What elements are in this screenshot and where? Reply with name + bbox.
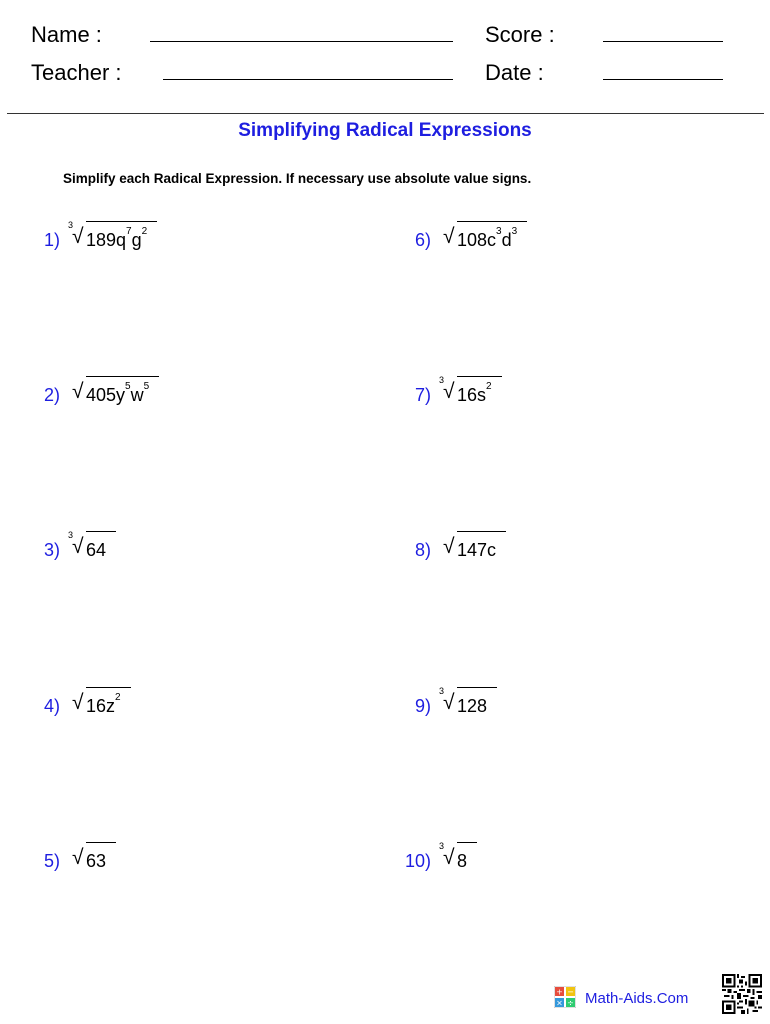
radicand-term: 405y xyxy=(86,385,126,405)
radical-sign-icon: √ xyxy=(72,691,84,714)
radical-sign-icon: √ xyxy=(443,846,455,869)
problem-number: 6) xyxy=(414,230,431,250)
radicand-term: 108c xyxy=(457,230,497,250)
radicand xyxy=(86,842,116,872)
radical-sign-icon: √ xyxy=(72,225,84,248)
problem-number: 1) xyxy=(43,230,60,250)
exponent: 3 xyxy=(511,226,518,237)
radicand xyxy=(86,376,159,406)
radical-sign-icon: √ xyxy=(443,535,455,558)
radicand xyxy=(457,842,477,872)
problem-number: 2) xyxy=(43,385,60,405)
problem-number: 4) xyxy=(43,696,60,716)
score-field[interactable] xyxy=(603,41,723,42)
problem-number: 9) xyxy=(414,696,431,716)
exponent: 2 xyxy=(486,381,492,392)
radical-index: 3 xyxy=(439,841,445,851)
radicand-term: w xyxy=(130,385,144,405)
radicand-term: g xyxy=(131,230,142,250)
radicand-term: 16s xyxy=(457,385,487,405)
svg-text:÷: ÷ xyxy=(567,998,574,1008)
worksheet-title: Simplifying Radical Expressions xyxy=(238,120,532,141)
svg-text:−: − xyxy=(567,987,574,997)
radicand-term: 189q xyxy=(86,230,127,250)
teacher-field[interactable] xyxy=(163,79,453,80)
radical-index: 3 xyxy=(439,686,445,696)
exponent: 2 xyxy=(115,692,121,703)
date-label: Date : xyxy=(485,60,544,85)
date-field[interactable] xyxy=(603,79,723,80)
score-label: Score : xyxy=(485,22,555,47)
problem-number: 3) xyxy=(43,540,60,560)
radical-sign-icon: √ xyxy=(443,380,455,403)
radicand xyxy=(457,376,502,406)
footer-site-link[interactable]: Math-Aids.Com xyxy=(585,990,689,1007)
calculator-grid-icon xyxy=(554,986,576,1008)
header-divider xyxy=(7,113,764,114)
svg-text:×: × xyxy=(556,998,563,1008)
exponent: 5 xyxy=(125,381,131,392)
radical-sign-icon: √ xyxy=(72,846,84,869)
radical-sign-icon: √ xyxy=(72,535,84,558)
exponent: 3 xyxy=(496,226,502,237)
radical-sign-icon: √ xyxy=(443,225,455,248)
radicand xyxy=(457,221,527,251)
name-field[interactable] xyxy=(150,41,453,42)
radical-sign-icon: √ xyxy=(72,380,84,403)
radicand-term: 147c xyxy=(457,540,497,560)
radicand-term: 63 xyxy=(86,851,107,871)
problem-number: 10) xyxy=(404,851,431,871)
teacher-label: Teacher : xyxy=(31,60,122,85)
radicand-term: 16z xyxy=(86,696,116,716)
exponent: 2 xyxy=(141,226,148,237)
radicand xyxy=(86,687,131,717)
radical-index: 3 xyxy=(68,530,74,540)
problem-number: 7) xyxy=(414,385,431,405)
radicand-term: 64 xyxy=(86,540,107,560)
radical-sign-icon: √ xyxy=(443,691,455,714)
instructions: Simplify each Radical Expression. If necessary use absolute value signs. xyxy=(63,171,532,186)
problem-number: 5) xyxy=(43,851,60,871)
radicand-term: d xyxy=(501,230,512,250)
problem-number: 8) xyxy=(414,540,431,560)
radicand xyxy=(86,531,116,561)
radicand-term: 8 xyxy=(457,851,468,871)
radical-index: 3 xyxy=(439,375,445,385)
exponent: 7 xyxy=(126,226,132,237)
qr-code-icon xyxy=(722,974,762,1014)
radicand xyxy=(86,221,157,251)
svg-text:+: + xyxy=(556,987,563,997)
radicand xyxy=(457,531,506,561)
radicand-term: 128 xyxy=(457,696,488,716)
name-label: Name : xyxy=(31,22,102,47)
radicand xyxy=(457,687,497,717)
radical-index: 3 xyxy=(68,220,74,230)
exponent: 5 xyxy=(143,381,150,392)
